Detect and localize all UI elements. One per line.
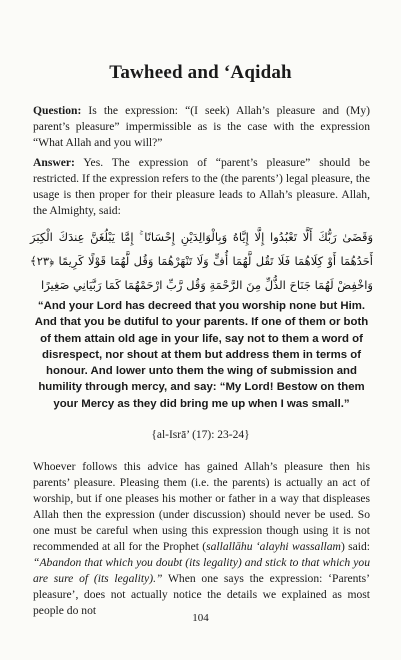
answer-paragraph — [33, 155, 370, 219]
question-label: Question: — [33, 104, 82, 117]
hadith-quote: “Abandon that which you doubt (its legality) and stick to that which you are sure of (its legality).” — [33, 556, 370, 585]
page-title: Tawheed and ‘Aqidah — [109, 62, 292, 83]
verse-citation: {al-Isrā’ (17): 23-24} — [151, 429, 250, 441]
closing-text-mid: ) said: — [340, 540, 371, 553]
honorific: sallallāhu ‘alayhi wassallam — [206, 540, 341, 553]
question-paragraph — [33, 103, 370, 151]
closing-text-start: Whoever follows this advice has gained Allah’s pleasure then his parents’ pleasure. Pleasing them (i.e. the parents) is actually an act of worship, but if one pleases his mother or father in a way that displeases Allah then the expression (under discussion) should never be used. So one must be careful when using this expression though using it is not recommended at all for the Prophet ( — [33, 460, 370, 553]
page-number: 104 — [192, 612, 209, 624]
arabic-verse: وَقَضَىٰ رَبُّكَ أَلَّا تَعْبُدُوا إِلَّا إِيَّاهُ وَبِالْوَالِدَيْنِ إِحْسَانًا ۚ إِمَّا يَبْلُغَنَّ عِندَكَ الْكِبَرَ أَحَدُهُمَا أَوْ كِلَاهُمَا فَلَا تَقُل لَّهُمَا أُفٍّ وَلَا تَنْهَرْهُمَا وَقُل لَّهُمَا قَوْلًا كَرِيمًا ﴿٢٣﴾ وَاخْفِضْ لَهُمَا جَنَاحَ الذُّلِّ مِنَ الرَّحْمَةِ وَقُل رَّبِّ ارْحَمْهُمَا كَمَا رَبَّيَانِي صَغِيرًا — [30, 230, 373, 292]
question-text: Is the expression: “(I seek) Allah’s pleasure and (My) parent’s pleasure” impermissible as is the case with the expression “What Allah and you will?” — [33, 104, 370, 149]
answer-text: Yes. The expression of “parent’s pleasure” should be restricted. If the expression refers to the (the parents’) legal pleasure, the usage is then proper for their pleasure leads to Allah’s pleasure. Allah, the Almighty, said: — [33, 156, 370, 217]
closing-paragraph — [33, 459, 370, 619]
verse-translation: “And your Lord has decreed that you worship none but Him. And that you be dutiful to your parents. If one of them or both of them attain old age in your life, say not to them a word of disrespect, nor shout at them but address them in terms of honour. And lower unto them the wing of submission and humility through mercy, and say: “My Lord! Bestow on them your Mercy as they did bring me up when I was small.” — [34, 300, 369, 410]
answer-label: Answer: — [33, 156, 75, 169]
closing-text-end: When one says the expression: ‘Parents’ pleasure’, does not actually notice the details we explained as most people do not — [33, 572, 370, 617]
